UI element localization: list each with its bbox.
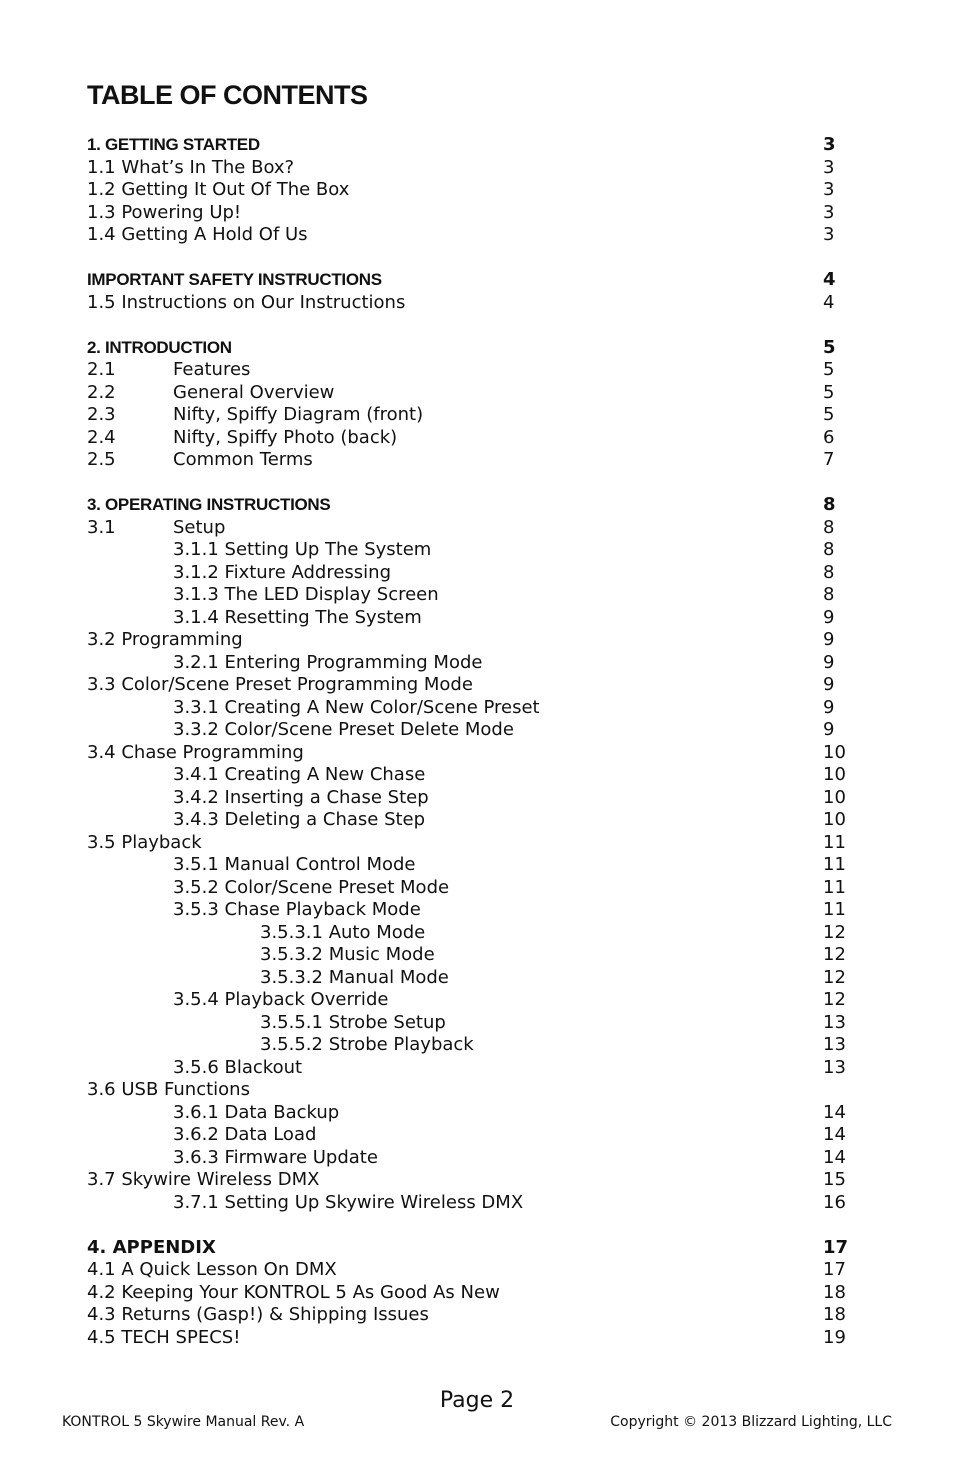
toc-entry-title: Features	[173, 359, 251, 380]
toc-entry-title: 3.5.5.2 Strobe Playback	[260, 1034, 474, 1055]
toc-entry-title: 3.3.2 Color/Scene Preset Delete Mode	[173, 719, 514, 740]
toc-entry-title: 3.7 Skywire Wireless DMX	[87, 1169, 320, 1190]
toc-entry-page: 8	[823, 494, 836, 515]
toc-entry-page: 15	[823, 1169, 846, 1190]
toc-entry	[87, 1102, 877, 1125]
toc-entry-title: Nifty, Spiffy Photo (back)	[173, 426, 398, 448]
toc-entry-title: 3.6 USB Functions	[87, 1079, 250, 1100]
toc-entry-page: 13	[823, 1056, 846, 1078]
toc-entry-title: 3.5.3.2 Music Mode	[260, 944, 435, 965]
toc-entry-page: 18	[823, 1304, 846, 1325]
toc-entry	[87, 224, 877, 247]
toc-entry-title: 4.3 Returns (Gasp!) & Shipping Issues	[87, 1304, 429, 1325]
toc-entry-title: 2. INTRODUCTION	[87, 337, 232, 357]
toc-entry	[87, 494, 877, 517]
toc-entry	[87, 719, 877, 742]
toc-entry-title: 4.5 TECH SPECS!	[87, 1326, 241, 1348]
toc-entry-title: 3.7.1 Setting Up Skywire Wireless DMX	[173, 1191, 524, 1213]
toc-entry	[87, 1124, 877, 1147]
toc-entry-page: 3	[823, 224, 835, 245]
toc-entry	[87, 202, 877, 225]
toc-entry	[87, 1034, 877, 1057]
toc-entry-title: Nifty, Spiffy Diagram (front)	[173, 404, 424, 425]
toc-entry-title: 3.1.3 The LED Display Screen	[173, 584, 439, 605]
toc-entry-title: 3.2 Programming	[87, 629, 243, 650]
toc-entry	[87, 899, 877, 922]
toc-spacer	[87, 314, 877, 337]
toc-entry-page: 4	[823, 291, 835, 313]
toc-entry-page: 9	[823, 629, 835, 650]
toc-entry-title: 3.5.3.1 Auto Mode	[260, 921, 426, 943]
toc-entry	[87, 1237, 877, 1260]
toc-entry-page: 10	[823, 741, 846, 763]
toc-entry-title: 3.1.1 Setting Up The System	[173, 539, 432, 560]
toc-entry-title: 3.5.2 Color/Scene Preset Mode	[173, 876, 450, 898]
toc-entry-title: 3.1.2 Fixture Addressing	[173, 561, 392, 583]
toc-entry	[87, 179, 877, 202]
toc-entry-title: 3.3 Color/Scene Preset Programming Mode	[87, 674, 473, 695]
toc-entry-number: 3.1	[87, 516, 116, 538]
toc-entry	[87, 764, 877, 787]
toc-entry	[87, 967, 877, 990]
toc-entry-number: 2.1	[87, 359, 116, 380]
toc-entry-title: 3.4.3 Deleting a Chase Step	[173, 809, 426, 830]
toc-entry	[87, 742, 877, 765]
toc-entry-page: 13	[823, 1011, 846, 1033]
toc-entry-page: 12	[823, 989, 846, 1010]
toc-entry	[87, 809, 877, 832]
toc-entry-page: 5	[823, 381, 835, 403]
toc-entry-page: 9	[823, 696, 835, 718]
toc-entry-title: General Overview	[173, 381, 335, 403]
toc-entry-page: 8	[823, 516, 835, 538]
toc-entry-title: 3.4.1 Creating A New Chase	[173, 764, 426, 785]
page-title: TABLE OF CONTENTS	[87, 80, 368, 110]
toc-entry	[87, 1147, 877, 1170]
toc-entry	[87, 877, 877, 900]
toc-entry	[87, 652, 877, 675]
toc-entry-title: 1.5 Instructions on Our Instructions	[87, 291, 406, 313]
toc-entry-title: 1.3 Powering Up!	[87, 201, 242, 223]
table-of-contents	[87, 134, 877, 1349]
toc-entry-page: 11	[823, 876, 846, 898]
toc-entry	[87, 427, 877, 450]
toc-entry-number: 2.4	[87, 426, 116, 448]
toc-entry	[87, 787, 877, 810]
toc-entry	[87, 337, 877, 360]
toc-entry	[87, 449, 877, 472]
page-number: Page 2	[439, 1388, 515, 1413]
toc-entry-title: 3.4 Chase Programming	[87, 741, 304, 763]
toc-entry	[87, 1259, 877, 1282]
toc-entry	[87, 562, 877, 585]
toc-entry-title: 3.4.2 Inserting a Chase Step	[173, 786, 429, 808]
toc-entry	[87, 1012, 877, 1035]
toc-entry-title: 3.6.3 Firmware Update	[173, 1146, 378, 1168]
toc-entry-page: 3	[823, 201, 835, 223]
toc-entry-title: 3.2.1 Entering Programming Mode	[173, 651, 483, 673]
toc-entry-title: 3.1.4 Resetting The System	[173, 606, 422, 628]
toc-entry	[87, 539, 877, 562]
toc-entry-page: 5	[823, 404, 835, 425]
toc-spacer	[87, 247, 877, 270]
toc-entry-page: 11	[823, 899, 846, 920]
toc-entry-page: 17	[823, 1259, 846, 1280]
toc-entry-title: 3.5 Playback	[87, 831, 202, 853]
toc-entry-page: 14	[823, 1124, 846, 1145]
toc-entry-title: Setup	[173, 516, 226, 538]
toc-entry	[87, 629, 877, 652]
toc-entry	[87, 989, 877, 1012]
toc-entry-number: 2.3	[87, 404, 116, 425]
toc-entry-page: 12	[823, 921, 846, 943]
toc-entry	[87, 359, 877, 382]
toc-entry	[87, 292, 877, 315]
toc-spacer	[87, 472, 877, 495]
toc-entry	[87, 944, 877, 967]
toc-entry	[87, 674, 877, 697]
toc-entry-title: 3.5.6 Blackout	[173, 1056, 303, 1078]
toc-entry	[87, 832, 877, 855]
toc-entry-page: 8	[823, 561, 835, 583]
toc-entry-page: 11	[823, 854, 846, 875]
toc-entry	[87, 584, 877, 607]
toc-entry-title: 3.6.1 Data Backup	[173, 1101, 340, 1123]
toc-entry-page: 5	[823, 336, 836, 358]
toc-entry-page: 13	[823, 1034, 846, 1055]
toc-entry	[87, 1057, 877, 1080]
toc-entry	[87, 854, 877, 877]
toc-entry-title: 3.5.1 Manual Control Mode	[173, 854, 416, 875]
toc-entry-title: 1.2 Getting It Out Of The Box	[87, 179, 350, 200]
toc-entry	[87, 607, 877, 630]
toc-entry-page: 12	[823, 966, 846, 988]
toc-entry-title: 3. OPERATING INSTRUCTIONS	[87, 495, 331, 514]
toc-entry	[87, 1304, 877, 1327]
toc-entry-page: 10	[823, 786, 846, 808]
toc-entry	[87, 1169, 877, 1192]
toc-entry	[87, 1079, 877, 1102]
toc-entry-page: 18	[823, 1281, 846, 1303]
toc-entry-page: 19	[823, 1326, 846, 1348]
toc-entry-page: 7	[823, 449, 835, 470]
toc-entry	[87, 157, 877, 180]
toc-entry-page: 9	[823, 719, 835, 740]
toc-entry-title: 3.5.5.1 Strobe Setup	[260, 1011, 446, 1033]
toc-entry	[87, 1327, 877, 1350]
toc-entry-page: 8	[823, 539, 835, 560]
toc-entry-page: 4	[823, 269, 836, 290]
toc-entry-page: 6	[823, 426, 835, 448]
toc-entry-page: 11	[823, 831, 846, 853]
toc-entry-number: 2.5	[87, 449, 116, 470]
footer-manual-title: KONTROL 5 Skywire Manual Rev. A	[62, 1414, 305, 1430]
toc-entry-title: 3.3.1 Creating A New Color/Scene Preset	[173, 696, 540, 718]
toc-entry	[87, 269, 877, 292]
toc-entry-page: 10	[823, 764, 846, 785]
toc-entry-title: IMPORTANT SAFETY INSTRUCTIONS	[87, 270, 382, 289]
toc-entry-page: 12	[823, 944, 846, 965]
toc-entry-title: 1.1 What’s In The Box?	[87, 156, 295, 178]
toc-entry-page: 9	[823, 651, 835, 673]
toc-entry	[87, 134, 877, 157]
toc-entry	[87, 1282, 877, 1305]
toc-spacer	[87, 1214, 877, 1237]
toc-entry-title: 1. GETTING STARTED	[87, 135, 260, 154]
toc-entry	[87, 404, 877, 427]
toc-entry	[87, 517, 877, 540]
footer-copyright: Copyright © 2013 Blizzard Lighting, LLC	[610, 1414, 892, 1430]
toc-entry-page: 16	[823, 1191, 846, 1213]
toc-entry	[87, 697, 877, 720]
toc-entry-page: 5	[823, 359, 835, 380]
toc-entry-page: 10	[823, 809, 846, 830]
toc-entry-title: Common Terms	[173, 449, 313, 470]
toc-entry-page: 14	[823, 1146, 846, 1168]
toc-entry-title: 3.5.3 Chase Playback Mode	[173, 899, 421, 920]
toc-entry-page: 9	[823, 606, 835, 628]
toc-entry-page: 3	[823, 134, 836, 155]
toc-entry-page: 3	[823, 179, 835, 200]
toc-entry	[87, 382, 877, 405]
toc-entry-title: 3.5.4 Playback Override	[173, 989, 389, 1010]
toc-entry	[87, 1192, 877, 1215]
toc-entry-page: 14	[823, 1101, 846, 1123]
toc-entry-number: 2.2	[87, 381, 116, 403]
toc-entry-title: 4.1 A Quick Lesson On DMX	[87, 1259, 337, 1280]
toc-entry-title: 4. APPENDIX	[87, 1236, 216, 1258]
toc-entry-page: 17	[823, 1236, 849, 1258]
toc-entry-title: 3.6.2 Data Load	[173, 1124, 317, 1145]
toc-entry-title: 4.2 Keeping Your KONTROL 5 As Good As New	[87, 1281, 500, 1303]
toc-entry-page: 9	[823, 674, 835, 695]
toc-entry-page: 3	[823, 156, 835, 178]
toc-entry-title: 1.4 Getting A Hold Of Us	[87, 224, 308, 245]
toc-entry-title: 3.5.3.2 Manual Mode	[260, 966, 449, 988]
toc-entry-page: 8	[823, 584, 835, 605]
toc-entry	[87, 922, 877, 945]
